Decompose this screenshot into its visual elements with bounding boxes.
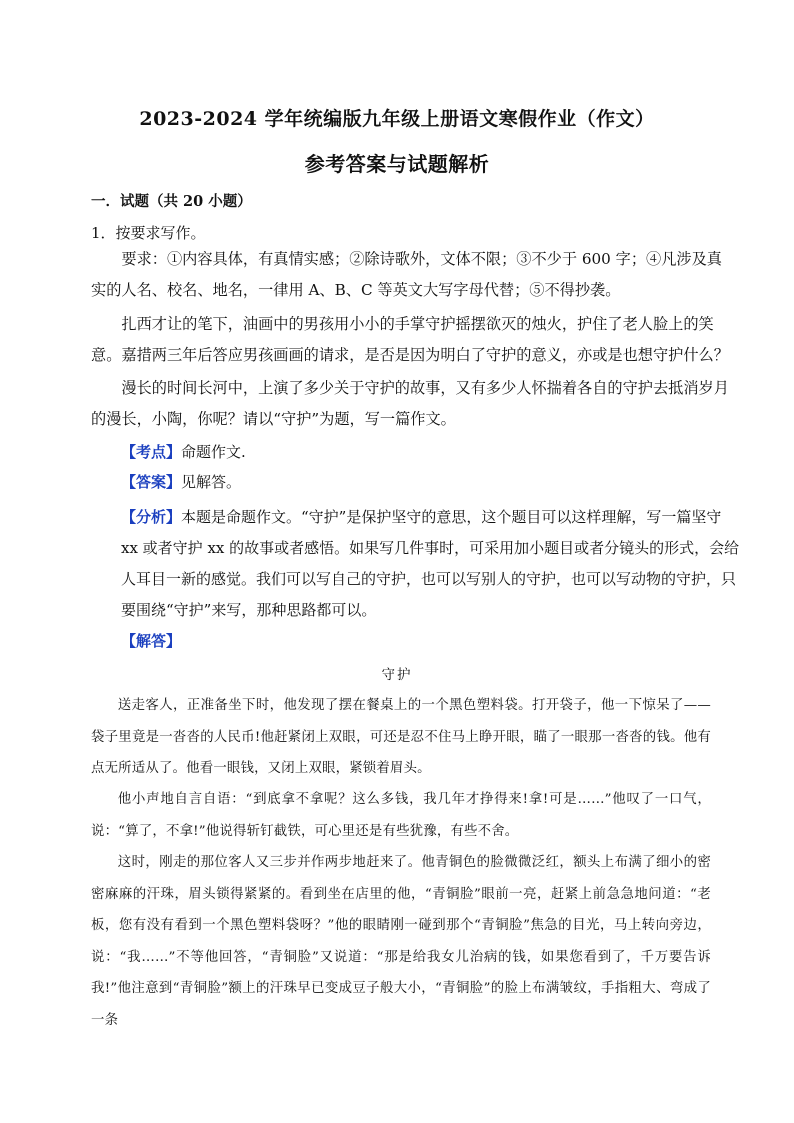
question-prompt: 漫长的时间长河中，上演了多少关于守护的故事，又有多少人怀揣着各自的守护去抵消岁月的漫长，小陶，你呢？请以“守护”为题，写一篇作文。 xyxy=(91,379,729,428)
document-subtitle: 参考答案与试题解析 xyxy=(304,152,490,176)
essay-paragraph: 他小声地自言自语：“到底拿不拿呢？这么多钱，我几年才挣得来!拿!可是……”他叹了一口气，说：“算了，不拿!”他说得斩钉截铁，可心里还是有些犹豫，有些不舍。 xyxy=(91,792,711,839)
kaodian-tag: 【考点】 xyxy=(121,443,182,461)
answer-line xyxy=(91,471,241,492)
kaodian-text: 命题作文. xyxy=(181,443,246,461)
question-material: 扎西才让的笔下，油画中的男孩用小小的手掌守护摇摆欲灭的烛火，护住了老人脸上的笑意。嘉措两三年后答应男孩画画的请求，是否是因为明白了守护的意义，亦或是也想守护什么？ xyxy=(91,315,729,364)
section-heading: 一．试题（共 20 小题） xyxy=(91,193,252,210)
document-title: 2023-2024 学年统编版九年级上册语文寒假作业（作文） xyxy=(139,108,655,130)
kaodian-line xyxy=(91,441,246,462)
question-requirements: 要求：①内容具体，有真情实感；②除诗歌外，文体不限；③不少于 600 字；④凡涉及真实的人名、校名、地名，一律用 A、B、C 等英文大写字母代替；⑤不得抄袭。 xyxy=(91,250,722,299)
solution-line xyxy=(91,630,181,651)
essay-title: 守护 xyxy=(381,667,413,683)
answer-tag: 【答案】 xyxy=(121,473,182,491)
analysis-tag: 【分析】 xyxy=(121,508,182,526)
analysis-text: 本题是命题作文。“守护”是保护坚守的意思，这个题目可以这样理解，写一篇坚守 xx 或者守护 xx 的故事或者感悟。如果写几件事时，可采用加小题目或者分镜头的形式，会给人耳目一新的感觉。我们可以写自己的守护，也可以写别人的守护，也可以写动物的守护，只要围绕“守护”来写，那种思路都可以。 xyxy=(121,508,740,619)
analysis-block xyxy=(91,502,741,626)
answer-text: 见解答。 xyxy=(181,473,242,491)
solution-tag: 【解答】 xyxy=(121,632,182,650)
question-number: 1．按要求写作。 xyxy=(91,224,206,242)
essay-paragraph: 送走客人，正准备坐下时，他发现了摆在餐桌上的一个黑色塑料袋。打开袋子，他一下惊呆了——袋子里竟是一沓沓的人民币!他赶紧闭上双眼，可还是忍不住马上睁开眼，瞄了一眼那一沓沓的钱。他有点无所适从了。他看一眼钱，又闭上双眼，紧锁着眉头。 xyxy=(91,698,711,776)
essay-paragraph: 这时，刚走的那位客人又三步并作两步地赶来了。他青铜色的脸微微泛红，额头上布满了细小的密密麻麻的汗珠，眉头锁得紧紧的。看到坐在店里的他，“青铜脸”眼前一亮，赶紧上前急急地问道：“老板，您有没有看到一个黑色塑料袋呀？”他的眼睛刚一碰到那个“青铜脸”焦急的目光，马上转向旁边，说：“我……”不等他回答，“青铜脸”又说道：“那是给我女儿治病的钱，如果您看到了，千万要告诉我!”他注意到“青铜脸”额上的汗珠早已变成豆子般大小，“青铜脸”的脸上布满皱纹，手指粗大、弯成了一条 xyxy=(91,855,711,1028)
